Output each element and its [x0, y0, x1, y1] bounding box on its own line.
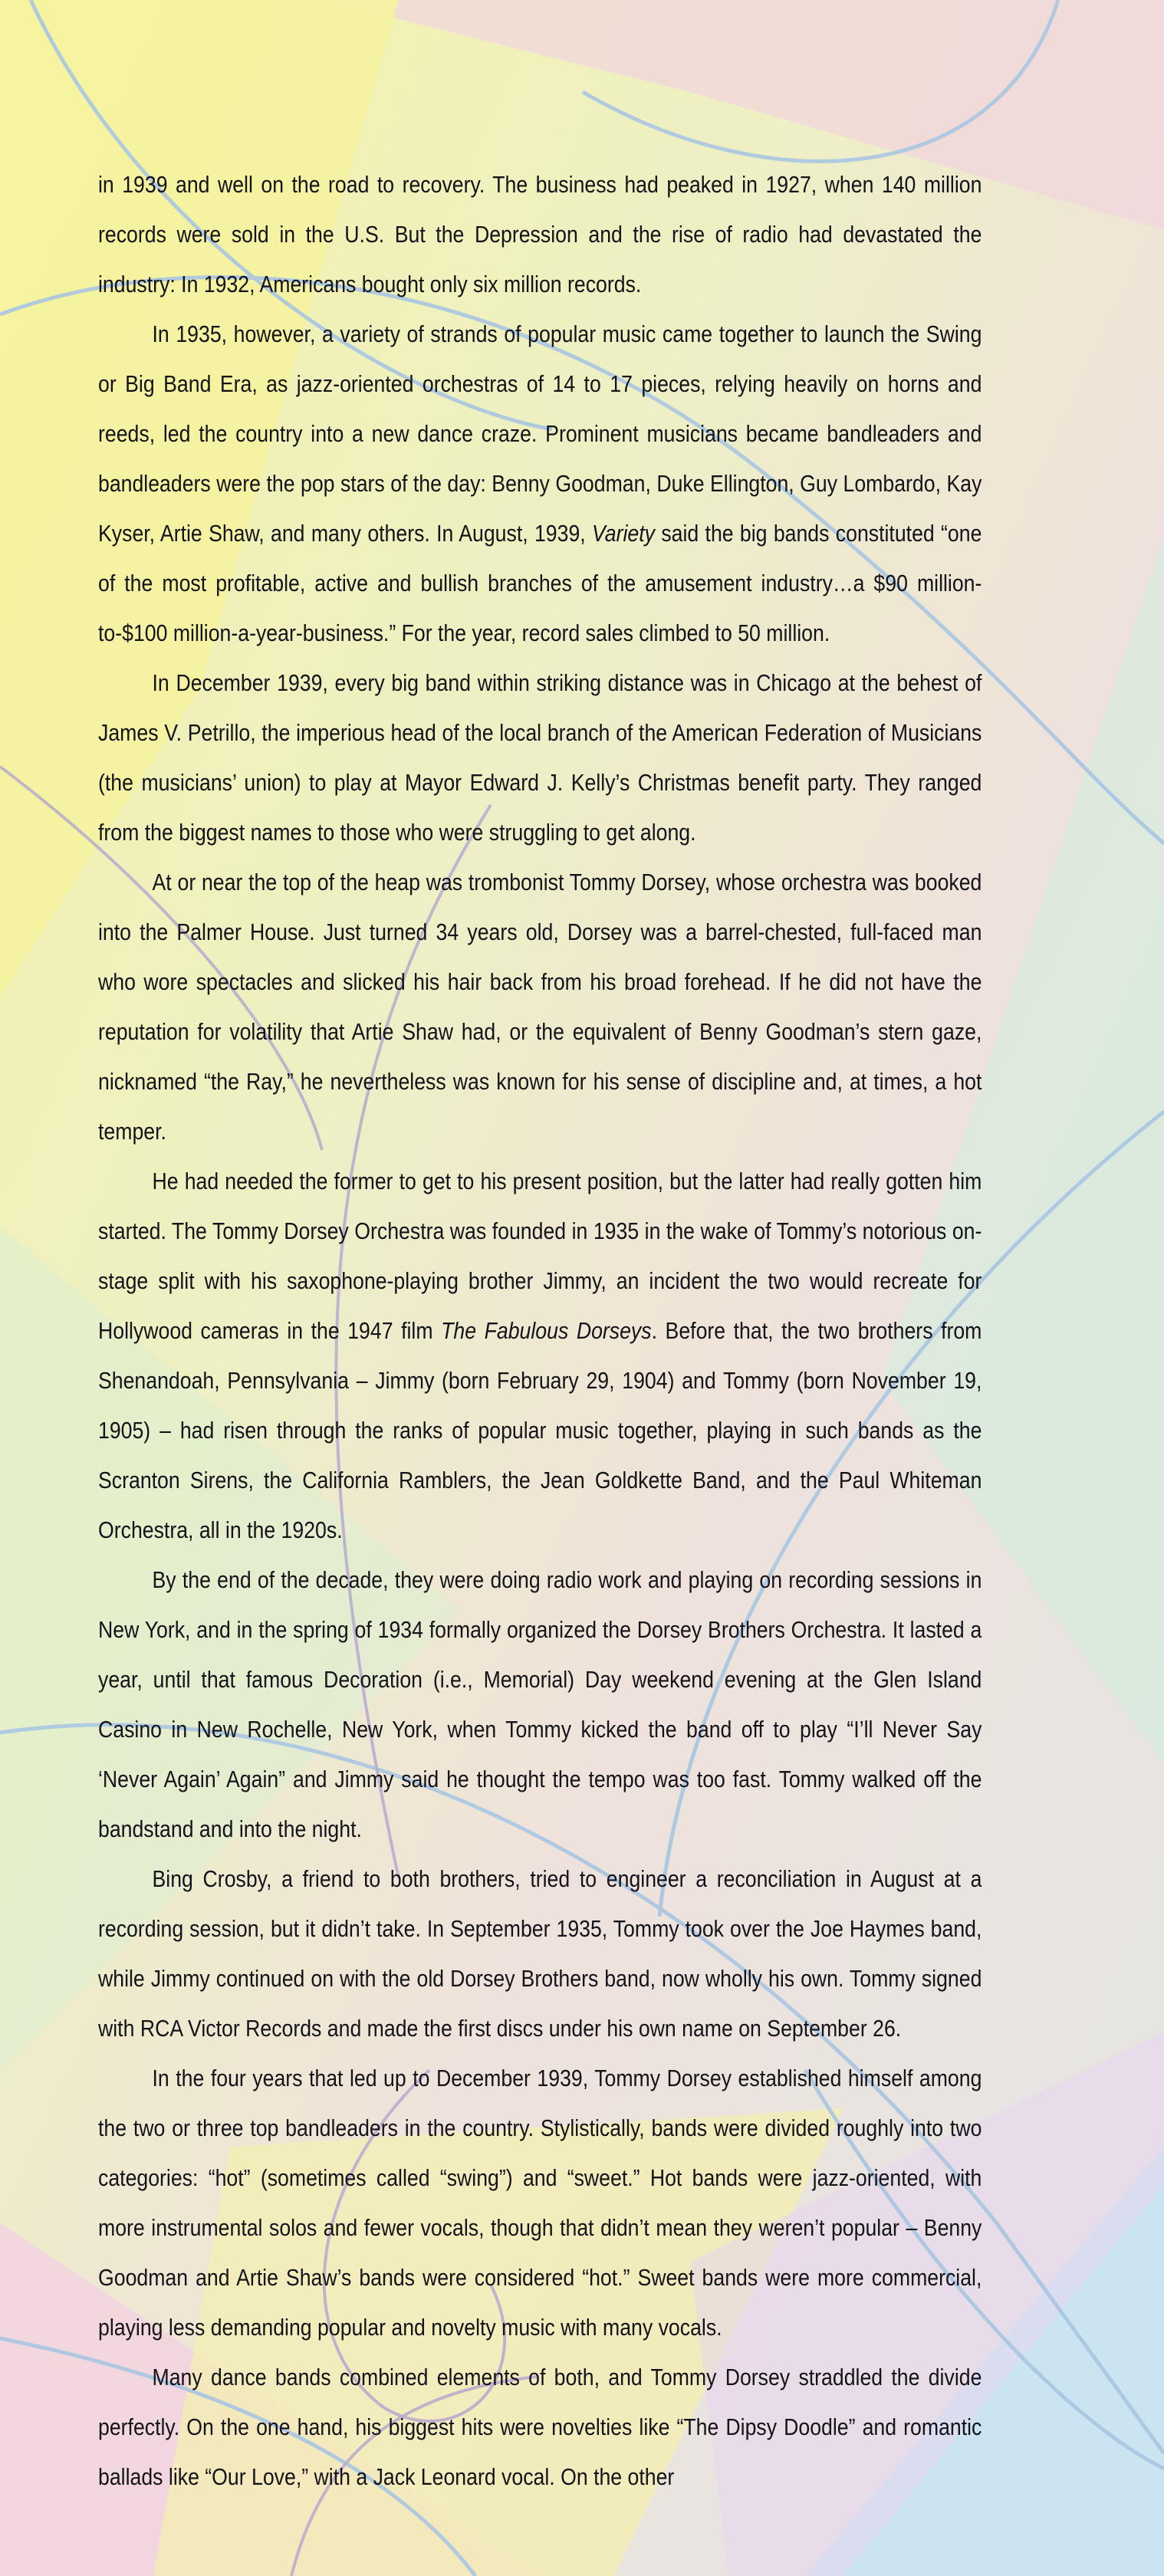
film-title: The Fabulous Dorseys [441, 1317, 652, 1344]
paragraph-text: In the four years that led up to December 1939, Tommy Dorsey established himself among the two or three top bandleaders in the country. Stylistically, bands were divided roughly into two categories: “hot” (sometimes called “swing”) and “sweet.” Hot bands were jazz-oriented, with more instrumental solos and fewer vocals, though that didn’t mean they weren’t popular – Benny Goodman and Artie Shaw’s bands were considered “hot.” Sweet bands were more commercial, playing less demanding popular and novelty music with many vocals. [98, 2065, 982, 2341]
paragraph [98, 1854, 982, 2053]
paragraph [98, 658, 982, 857]
paragraph [98, 309, 982, 658]
paragraph [98, 857, 982, 1156]
paragraph-text: In December 1939, every big band within striking distance was in Chicago at the behest of James V. Petrillo, the imperious head of the local branch of the American Federation of Musicians (the musicians’ union) to play at Mayor Edward J. Kelly’s Christmas benefit party. They ranged from the biggest names to those who were struggling to get along. [98, 669, 982, 846]
paragraph-text: He had needed the former to get to his present position, but the latter had really gotten him started. The Tommy Dorsey Orchestra was founded in 1935 in the wake of Tommy’s notorious on-stage split with his saxophone-playing brother Jimmy, an incident the two would recreate for Hollywood cameras in the 1947 film [98, 1168, 982, 1344]
paragraph [98, 1555, 982, 1854]
paragraph-text: said the big bands constituted “one of the most profitable, active and bullish branches of the amusement industry…a $90 million-to-$100 million-a-year-business.” For the year, record sales climbed to 50 million. [98, 520, 982, 646]
paragraph [98, 2053, 982, 2352]
paragraph [98, 2352, 982, 2502]
paragraph-text: Bing Crosby, a friend to both brothers, tried to engineer a reconciliation in August at a recording session, but it didn’t take. In September 1935, Tommy took over the Joe Haymes band, while Jimmy continued on with the old Dorsey Brothers band, now wholly his own. Tommy signed with RCA Victor Records and made the first discs under his own name on September 26. [98, 1865, 982, 2042]
paragraph [98, 1156, 982, 1555]
article-text [98, 159, 982, 2502]
paragraph [98, 159, 982, 309]
paragraph-text: In 1935, however, a variety of strands of popular music came together to launch the Swing or Big Band Era, as jazz-oriented orchestras of 14 to 17 pieces, relying heavily on horns and reeds, led the country into a new dance craze. Prominent musicians became bandleaders and bandleaders were the pop stars of the day: Benny Goodman, Duke Ellington, Guy Lombardo, Kay Kyser, Artie Shaw, and many others. In August, 1939, [98, 320, 982, 547]
paragraph-text: By the end of the decade, they were doing radio work and playing on recording sessions in New York, and in the spring of 1934 formally organized the Dorsey Brothers Orchestra. It lasted a year, until that famous Decoration (i.e., Memorial) Day weekend evening at the Glen Island Casino in New Rochelle, New York, when Tommy kicked the band off to play “I’ll Never Say ‘Never Again’ Again” and Jimmy said he thought the tempo was too fast. Tommy walked off the bandstand and into the night. [98, 1566, 982, 1842]
publication-title: Variety [592, 520, 656, 547]
paragraph-text: Many dance bands combined elements of both, and Tommy Dorsey straddled the divide perfectly. On the one hand, his biggest hits were novelties like “The Dipsy Doodle” and romantic ballads like “Our Love,” with a Jack Leonard vocal. On the other [98, 2364, 982, 2490]
paragraph-text: . Before that, the two brothers from Shenandoah, Pennsylvania – Jimmy (born February 29, 1904) and Tommy (born November 19, 1905) – had risen through the ranks of popular music together, playing in such bands as the Scranton Sirens, the California Ramblers, the Jean Goldkette Band, and the Paul Whiteman Orchestra, all in the 1920s. [98, 1317, 982, 1543]
paragraph-text: At or near the top of the heap was trombonist Tommy Dorsey, whose orchestra was booked into the Palmer House. Just turned 34 years old, Dorsey was a barrel-chested, full-faced man who wore spectacles and slicked his hair back from his broad forehead. If he did not have the reputation for volatility that Artie Shaw had, or the equivalent of Benny Goodman’s stern gaze, nicknamed “the Ray,” he nevertheless was known for his sense of discipline and, at times, a hot temper. [98, 869, 982, 1145]
paragraph-text: in 1939 and well on the road to recovery. The business had peaked in 1927, when 140 million records were sold in the U.S. But the Depression and the rise of radio had devastated the industry: In 1932, Americans bought only six million records. [98, 171, 982, 297]
